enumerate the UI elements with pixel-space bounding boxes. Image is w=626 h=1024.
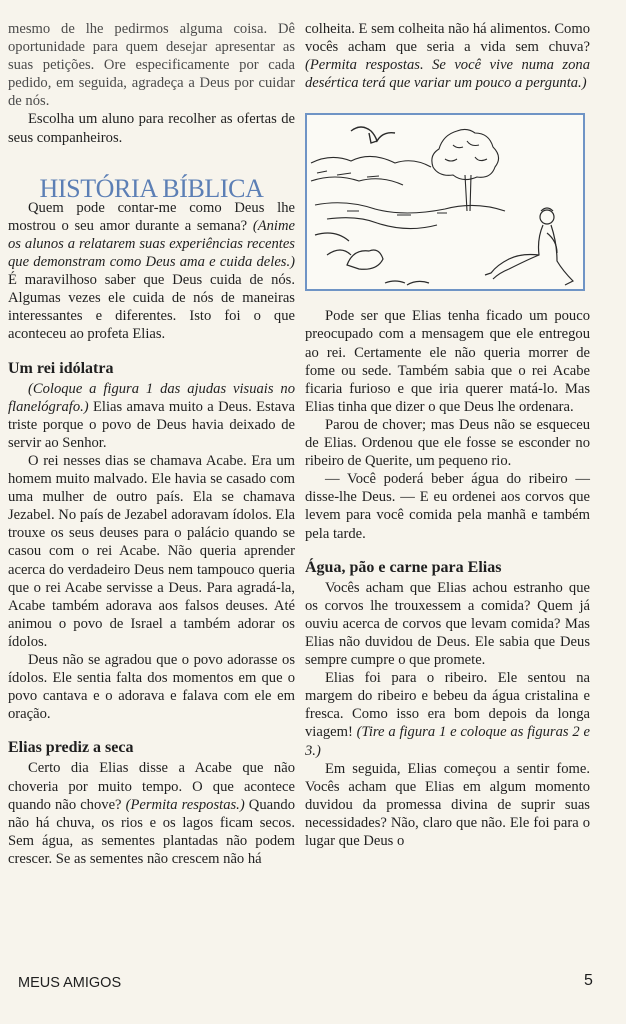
- text-span: Elias amava muito a Deus. Estava triste porque o povo de Deus havia deixado de servir ao Senhor.: [8, 398, 295, 451]
- heading-agua-pao-carne: Água, pão e carne para Elias: [305, 558, 502, 576]
- right-paragraph-2: Parou de chover; mas Deus não se esqueceu de Elias. Ordenou que ele fosse se esconder no ribeiro de Querite, um pequeno rio.: [305, 416, 590, 470]
- text-span: Quando não há chuva, os rios e os lagos ficam secos. Sem água, as sementes plantadas não podem crescer. Se as sementes não crescem não há: [8, 796, 295, 867]
- rei-paragraph-2: O rei nesses dias se chamava Acabe. Era um homem muito malvado. Ele havia se casado com uma mulher de outro país. Ela se chamava Jezabel. No país de Jezabel adoravam ídolos. Ela trouxe os seus deuses para o palácio quando se casou com o rei Acabe. Não queria aprender acerca do verdadeiro Deus nem tampouco queria que o rei Acabe servisse a Deus. Para agradá-la, Acabe também adorava aos falsos deuses. Até animou o povo de Israel a também adorar os ídolos.: [8, 452, 295, 650]
- instruction-note: (Permita respostas.): [125, 796, 245, 813]
- illustration-frame: [305, 113, 585, 291]
- left-column: [8, 20, 295, 868]
- continuation-paragraph: [305, 20, 590, 92]
- elias-figure-icon: [485, 208, 573, 285]
- text-span: colheita. E sem colheita não há alimentos. Como vocês acham que seria a vida sem chuva?: [305, 21, 590, 56]
- tree-icon: [432, 130, 499, 212]
- heading-elias-prediz-seca: Elias prediz a seca: [8, 739, 134, 757]
- heading-rei-idolatra: Um rei idólatra: [8, 359, 114, 377]
- instruction-note: (Permita respostas. Se você vive numa zona desértica terá que variar um pouco a pergunta.): [305, 57, 590, 92]
- rei-paragraph-3: Deus não se agradou que o povo adorasse os ídolos. Ele sentia falta dos momentos em que o povo cantava e o adorava e falava com ele em oração.: [8, 652, 295, 723]
- instruction-note: (Anime os alunos a relatarem suas experiências recentes que demonstram como Deus ama e cuida deles.): [8, 217, 295, 271]
- elias-by-brook-illustration: [307, 115, 581, 289]
- text-span: Certo dia Elias disse a Acabe que não choveria por muito tempo. O que acontece quando não chove?: [8, 760, 295, 813]
- right-column: [305, 20, 590, 850]
- agua-paragraph-1: Vocês acham que Elias achou estranho que os corvos lhe trouxessem a comida? Quem já ouviu acerca de corvos que levam comida? Mas Elias não duvidou de Deus. Ele sabia que Deus sempre cumpre o que promete.: [305, 579, 590, 669]
- right-paragraph-1: Pode ser que Elias tenha ficado um pouco preocupado com a mensagem que ele entregou ao rei. Certamente ele não queria morrer de fome ou sede. Também sabia que o rei Acabe ficaria furioso e que iria querer matá-lo. Mas Elias tinha que dizer o que Deus lhe ordenara.: [305, 308, 590, 415]
- raven-icon: [351, 127, 395, 143]
- seca-paragraph: [8, 759, 295, 868]
- right-paragraph-3: — Você poderá beber água do ribeiro — disse-lhe Deus. — E eu ordenei aos corvos que levem para você comida pela manhã e também pela tarde.: [305, 471, 590, 542]
- hills-icon: [311, 157, 431, 186]
- instruction-note: (Coloque a figura 1 das ajudas visuais no flanelógrafo.): [8, 380, 295, 415]
- rei-paragraph-1: [8, 380, 295, 452]
- intro-paragraph-2: Escolha um aluno para recolher as ofertas de seus companheiros.: [8, 111, 295, 146]
- intro-paragraph-1: mesmo de lhe pedirmos alguma coisa. Dê oportunidade para quem desejar apresentar as suas petições. Ore especificamente por cada pedido, em seguida, agradeça a Deus por cuidar de nós.: [8, 21, 295, 110]
- section-title-historia-biblica: HISTÓRIA BÍBLICA: [39, 173, 264, 203]
- text-span: É maravilhoso saber que Deus cuida de nós. Algumas vezes ele cuida de nós de maneiras interessantes e diferentes. Isto foi o que aconteceu ao profeta Elias.: [8, 272, 295, 343]
- magazine-name: MEUS AMIGOS: [18, 975, 122, 991]
- instruction-note: (Tire a figura 1 e coloque as figuras 2 e 3.): [305, 724, 591, 759]
- page-number: 5: [584, 972, 593, 989]
- rocks-icon: [315, 233, 429, 285]
- text-span: Quem pode contar-me como Deus lhe mostrou o seu amor durante a semana?: [8, 199, 295, 234]
- agua-paragraph-2: [305, 669, 590, 759]
- agua-paragraph-3: Em seguida, Elias começou a sentir fome. Vocês acham que Elias em algum momento duvidou da promessa divina de suprir suas necessidades? Não, claro que não. Ele foi para o lugar que Deus o: [305, 760, 590, 849]
- brook-icon: [315, 203, 505, 229]
- historia-paragraph: [8, 199, 295, 344]
- text-span: Elias foi para o ribeiro. Ele sentou na margem do ribeiro e bebeu da água cristalina e fresca. Como isso era bom depois da longa viagem!: [305, 670, 590, 741]
